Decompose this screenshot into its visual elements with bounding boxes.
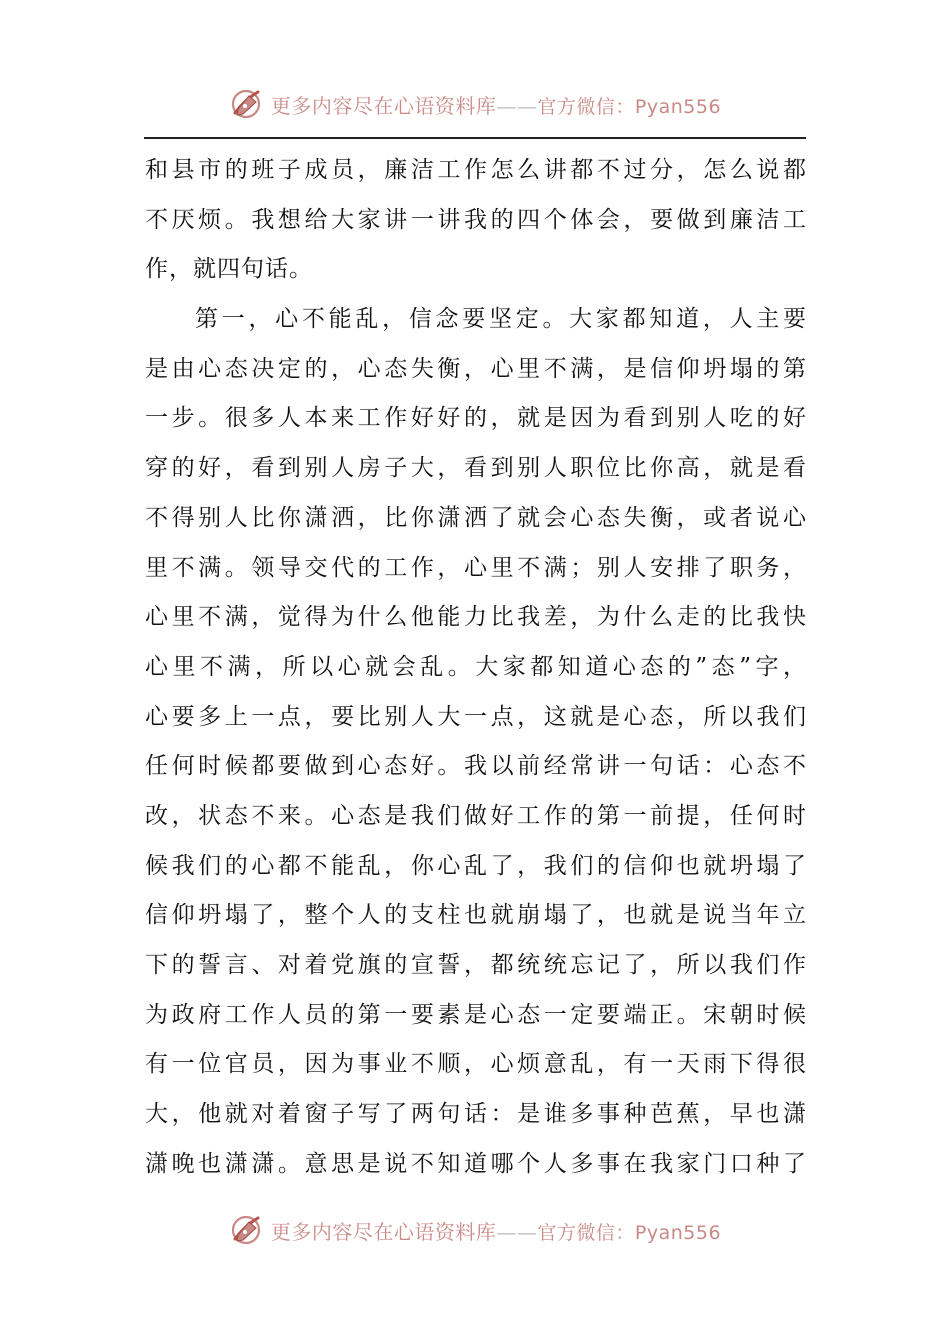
body-text-line: 任何时候都要做到心态好。我以前经常讲一句话：心态不 (145, 753, 807, 780)
body-text-line: 潇晚也潇潇。意思是说不知道哪个人多事在我家门口种了 (145, 1150, 807, 1177)
header-banner-inner (229, 87, 721, 121)
footer-banner (0, 1208, 950, 1252)
body-text-line: 下的誓言、对着党旗的宣誓，都统统忘记了，所以我们作 (145, 952, 807, 978)
body-text-line: 信仰坍塌了，整个人的支柱也就崩塌了，也就是说当年立 (145, 902, 807, 929)
body-text-line: 候我们的心都不能乱，你心乱了，我们的信仰也就坍塌了 (145, 852, 807, 879)
body-text-line: 里不满。领导交代的工作，心里不满；别人安排了职务， (145, 554, 807, 581)
header-banner-wechat: 官方微信：Pyan556 (537, 95, 722, 118)
body-text-line: 穿的好，看到别人房子大，看到别人职位比你高，就是看 (145, 455, 807, 482)
body-text-line: 心里不满，所以心就会乱。大家都知道心态的”态”字， (145, 653, 807, 680)
header-banner-dash: —— (496, 93, 538, 118)
body-text-line: 一步。很多人本来工作好好的，就是因为看到别人吃的好 (145, 405, 807, 432)
body-text-line: 是由心态决定的，心态失衡，心里不满，是信仰坍塌的第 (145, 355, 807, 382)
pen-nib-logo-icon (229, 87, 263, 121)
header-banner (0, 82, 950, 126)
body-text-line: 有一位官员，因为事业不顺，心烦意乱，有一天雨下得很 (145, 1051, 807, 1078)
body-text-line: 不厌烦。我想给大家讲一讲我的四个体会，要做到廉洁工 (145, 206, 807, 233)
body-text-line: 心要多上一点，要比别人大一点，这就是心态，所以我们 (145, 703, 807, 730)
body-text-line: 为政府工作人员的第一要素是心态一定要端正。宋朝时候 (145, 1001, 807, 1028)
document-body (145, 146, 807, 1189)
header-banner-title: 更多内容尽在心语资料库 (270, 93, 497, 118)
body-text-line: 第一，心不能乱，信念要坚定。大家都知道，人主要 (195, 306, 807, 333)
footer-banner-text (271, 1216, 721, 1245)
footer-banner-inner (229, 1213, 721, 1247)
body-text-line: 改，状态不来。心态是我们做好工作的第一前提，任何时 (145, 802, 807, 829)
body-text-line: 不得别人比你潇洒，比你潇洒了就会心态失衡，或者说心 (145, 504, 807, 531)
pen-nib-logo-icon (229, 1213, 263, 1247)
body-text-line: 作，就四句话。 (145, 256, 313, 283)
header-banner-text (271, 90, 721, 119)
body-text-line: 大，他就对着窗子写了两句话：是谁多事种芭蕉，早也潇 (145, 1101, 807, 1128)
footer-banner-wechat: 官方微信：Pyan556 (537, 1221, 722, 1244)
footer-banner-title: 更多内容尽在心语资料库 (270, 1219, 497, 1244)
body-text-line: 和县市的班子成员，廉洁工作怎么讲都不过分，怎么说都 (145, 157, 807, 183)
body-text-line: 心里不满，觉得为什么他能力比我差，为什么走的比我快 (145, 604, 807, 631)
footer-banner-dash: —— (496, 1219, 538, 1244)
header-divider (144, 137, 806, 139)
